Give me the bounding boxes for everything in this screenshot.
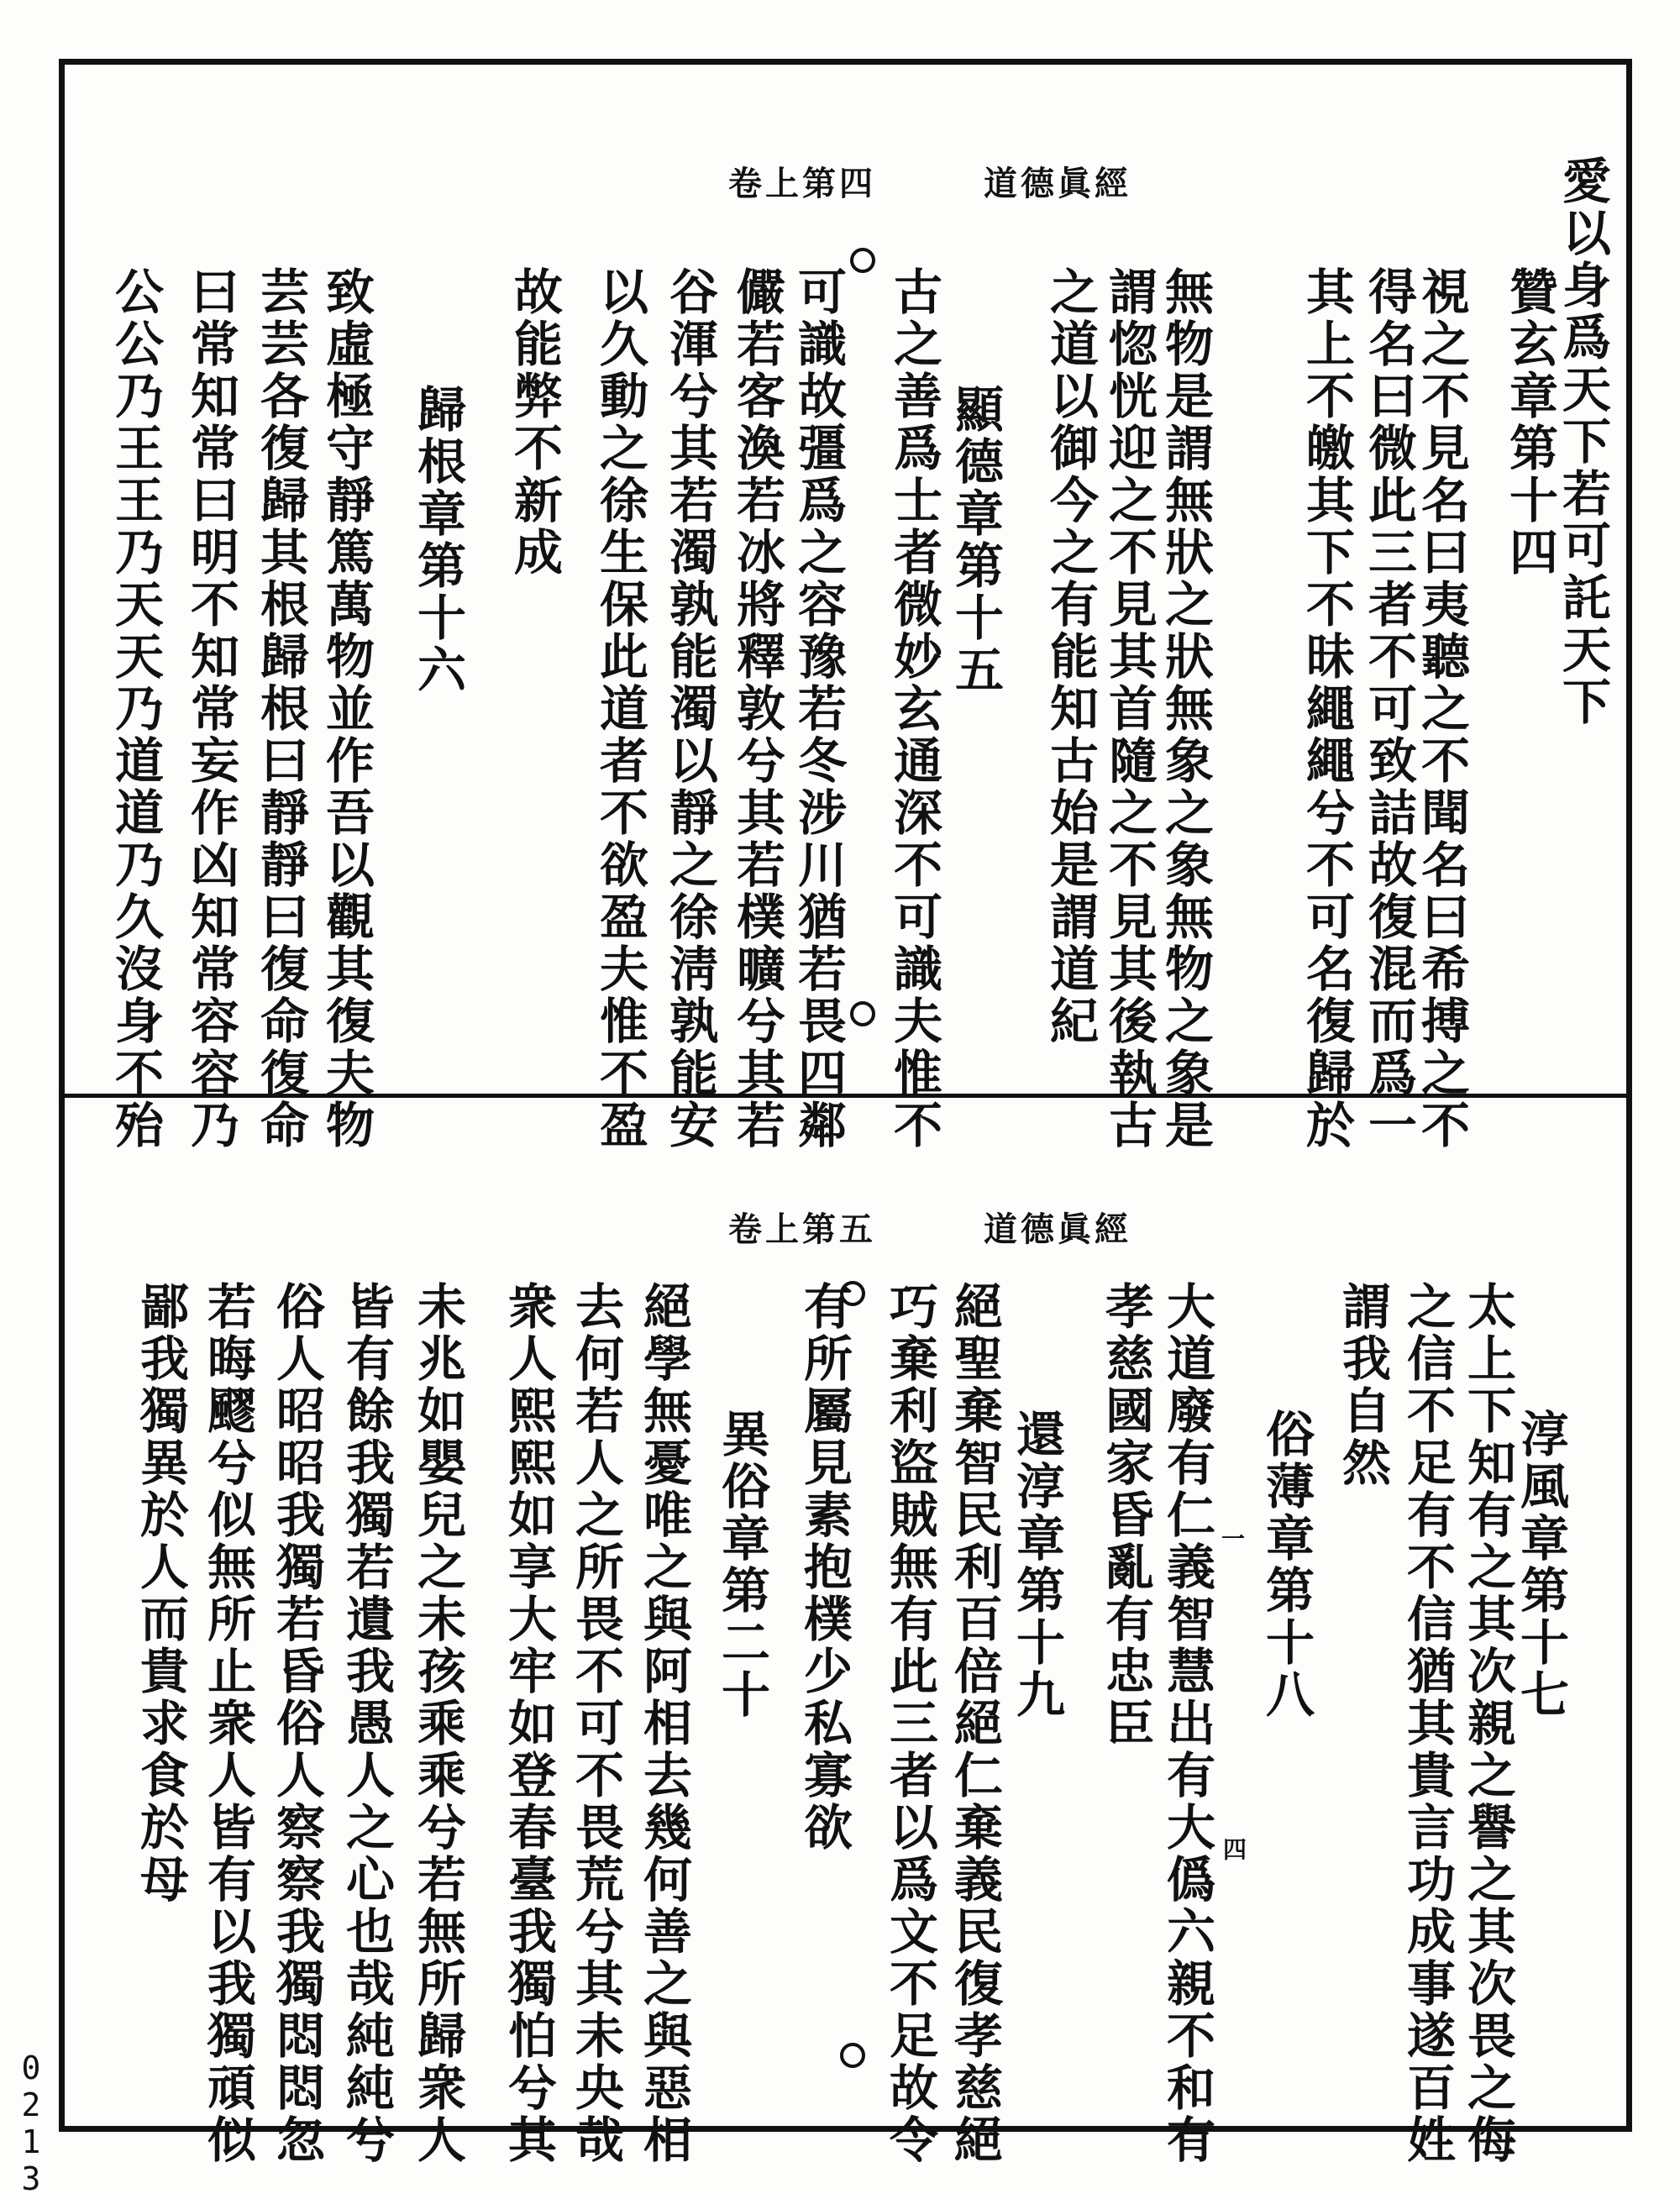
text-column: 有所屬見素抱樸少私寡欲 [795, 1281, 853, 1854]
header-title: 道德眞經 [984, 1210, 1131, 1249]
text-column: 絕聖棄智民利百倍絕仁棄義民復孝慈絕 [946, 1281, 1003, 2166]
text-column: 巧棄利盜賊無有此三者以爲文不足故令 [881, 1281, 938, 2166]
text-column: 謂惚恍迎之不見其首隨之不見其後執古 [1100, 266, 1158, 1152]
text-column: 愛以身爲天下若可託天下 [1554, 155, 1611, 728]
section-circle-mark [840, 2043, 865, 2068]
text-column: 衆人熙熙如享大牢如登春臺我獨怕兮其 [500, 1281, 557, 2166]
text-column: 視之不見名曰夷聽之不聞名曰希搏之不 [1413, 266, 1470, 1152]
text-column: 以久動之徐生保此道者不欲盈夫惟不盈 [591, 266, 648, 1152]
section-circle-mark [850, 248, 875, 273]
text-column: 去何若人之所畏不可不畏荒兮其未央哉 [567, 1281, 624, 2166]
text-column: 可識故彊爲之容豫若冬涉川猶若畏四鄰 [790, 266, 847, 1152]
text-column: 其上不皦其下不昧繩繩兮不可名復歸於 [1298, 266, 1355, 1152]
text-column: 鄙我獨異於人而貴求食於母 [132, 1281, 189, 1906]
text-column: 之信不足有不信猶其貴言功成事遂百姓 [1399, 1281, 1456, 2166]
text-column: 公公乃王王乃天天乃道道乃久沒身不殆 [107, 266, 164, 1152]
text-column: 謂我自然 [1334, 1281, 1391, 1489]
section-circle-mark [850, 1001, 875, 1026]
header-title: 道德眞經 [984, 164, 1131, 203]
text-column: 致虛極守靜篤萬物並作吾以觀其復夫物 [318, 266, 375, 1152]
text-column: 太上下知有之其次親之譽之其次畏之侮 [1459, 1281, 1516, 2166]
chapter-heading: 歸根章第十六 [409, 384, 466, 696]
text-column: 無物是謂無狀之狀無象之象無物之象是 [1157, 266, 1214, 1152]
chapter-heading: 異俗章第二十 [713, 1409, 770, 1721]
text-column: 谷渾兮其若濁孰能濁以靜之徐淸孰能安 [661, 266, 718, 1152]
page-number-digit: 2 [21, 2086, 41, 2123]
top-running-header [728, 157, 1131, 201]
top-panel [65, 65, 1626, 1152]
text-column: 故能弊不新成 [506, 266, 563, 579]
bottom-running-header [728, 1203, 1131, 1249]
interlinear-note: 四 [1220, 1837, 1247, 1864]
chapter-heading: 顯德章第十五 [947, 384, 1004, 696]
page-number-digit: 3 [21, 2160, 41, 2197]
chapter-heading: 還淳章第十九 [1008, 1409, 1065, 1721]
text-column: 皆有餘我獨若遺我愚人之心也哉純純兮 [338, 1281, 395, 2166]
text-column: 大道廢有仁義智慧出有大僞六親不和有 [1158, 1281, 1215, 2166]
page-number [18, 2049, 44, 2197]
text-column: 之道以御今之有能知古始是謂道紀 [1042, 266, 1099, 1047]
bottom-panel [65, 1098, 1626, 2166]
text-column: 曰常知常曰明不知常妄作凶知常容容乃 [182, 266, 239, 1152]
page-number-digit: 0 [21, 2049, 41, 2086]
header-volume: 卷上第五 [728, 1210, 876, 1249]
text-column: 儼若客渙若冰將釋敦兮其若樸曠兮其若 [728, 266, 785, 1152]
text-column: 俗人昭昭我獨若昏俗人察察我獨悶悶忽 [268, 1281, 325, 2166]
text-column: 未兆如嬰兒之未孩乘乘兮若無所歸衆人 [409, 1281, 466, 2166]
text-column: 若晦飂兮似無所止衆人皆有以我獨頑似 [199, 1281, 256, 2166]
text-column: 得名曰微此三者不可致詰故復混而爲一 [1360, 266, 1417, 1152]
chapter-heading: 俗薄章第十八 [1257, 1409, 1315, 1721]
chapter-heading: 淳風章第十七 [1512, 1409, 1569, 1721]
header-volume: 卷上第四 [728, 164, 876, 203]
chapter-heading: 贊玄章第十四 [1501, 266, 1558, 579]
interlinear-note: 一 [1218, 1526, 1246, 1553]
page-number-digit: 1 [21, 2123, 41, 2160]
text-column: 芸芸各復歸其根歸根曰靜靜曰復命復命 [252, 266, 309, 1152]
text-column: 孝慈國家昏亂有忠臣 [1097, 1281, 1154, 1750]
text-column: 古之善爲士者微妙玄通深不可識夫惟不 [885, 266, 942, 1152]
text-column: 絕學無憂唯之與阿相去幾何善之與惡相 [635, 1281, 692, 2166]
